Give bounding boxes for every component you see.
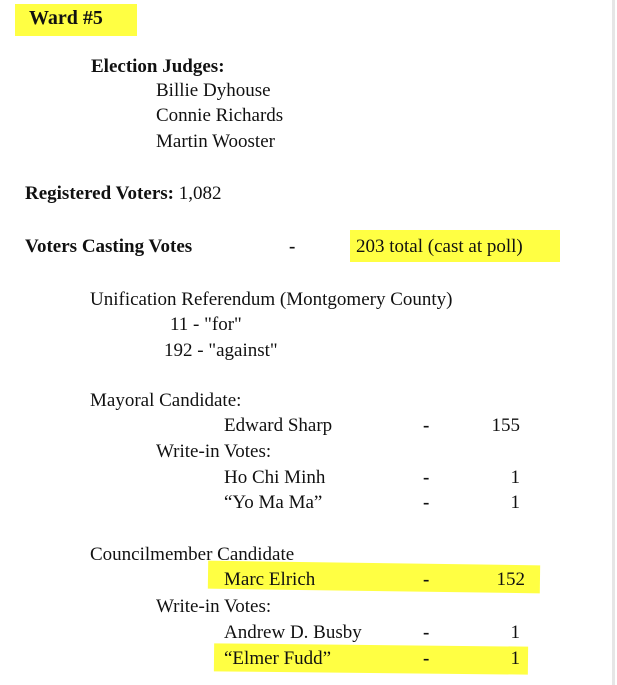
council-writein-dash: - xyxy=(423,648,430,669)
council-writein-votes: 1 xyxy=(510,648,520,669)
council-writein-name: Andrew D. Busby xyxy=(224,622,362,643)
judge-name: Billie Dyhouse xyxy=(156,80,271,101)
mayor-writein-label: Write-in Votes: xyxy=(156,441,272,462)
referendum-for: 11 - "for" xyxy=(170,314,242,335)
ward-title: Ward #5 xyxy=(29,7,103,29)
mayor-candidate-votes: 155 xyxy=(491,415,520,436)
judge-name: Martin Wooster xyxy=(156,131,275,152)
mayor-candidate-dash: - xyxy=(423,415,430,436)
registered-value: 1,082 xyxy=(178,183,222,204)
page-edge xyxy=(612,0,615,685)
judge-name: Connie Richards xyxy=(156,105,284,126)
referendum-title: Unification Referendum (Montgomery County) xyxy=(90,289,453,310)
judges-heading: Election Judges: xyxy=(91,56,225,77)
registered-voters xyxy=(25,184,221,203)
registered-label: Registered Voters: xyxy=(25,183,174,204)
council-writein-dash: - xyxy=(423,622,430,643)
council-candidate-votes: 152 xyxy=(496,569,525,590)
casting-label: Voters Casting Votes xyxy=(25,236,193,257)
mayor-writein-dash: - xyxy=(423,492,430,513)
council-writein-name: “Elmer Fudd” xyxy=(224,648,332,669)
referendum-against: 192 - "against" xyxy=(164,340,278,361)
council-heading: Councilmember Candidate xyxy=(90,544,295,565)
mayor-writein-votes: 1 xyxy=(510,467,520,488)
mayor-writein-name: “Yo Ma Ma” xyxy=(224,492,323,513)
mayor-writein-votes: 1 xyxy=(510,492,520,513)
casting-value: 203 total (cast at poll) xyxy=(356,236,523,257)
mayor-writein-dash: - xyxy=(423,467,430,488)
council-writein-label: Write-in Votes: xyxy=(156,596,272,617)
mayor-candidate-name: Edward Sharp xyxy=(224,415,333,436)
council-writein-votes: 1 xyxy=(510,622,520,643)
mayor-heading: Mayoral Candidate: xyxy=(90,390,242,411)
council-candidate-dash: - xyxy=(423,569,430,590)
mayor-writein-name: Ho Chi Minh xyxy=(224,467,326,488)
council-candidate-name: Marc Elrich xyxy=(224,569,316,590)
casting-dash: - xyxy=(289,236,296,257)
